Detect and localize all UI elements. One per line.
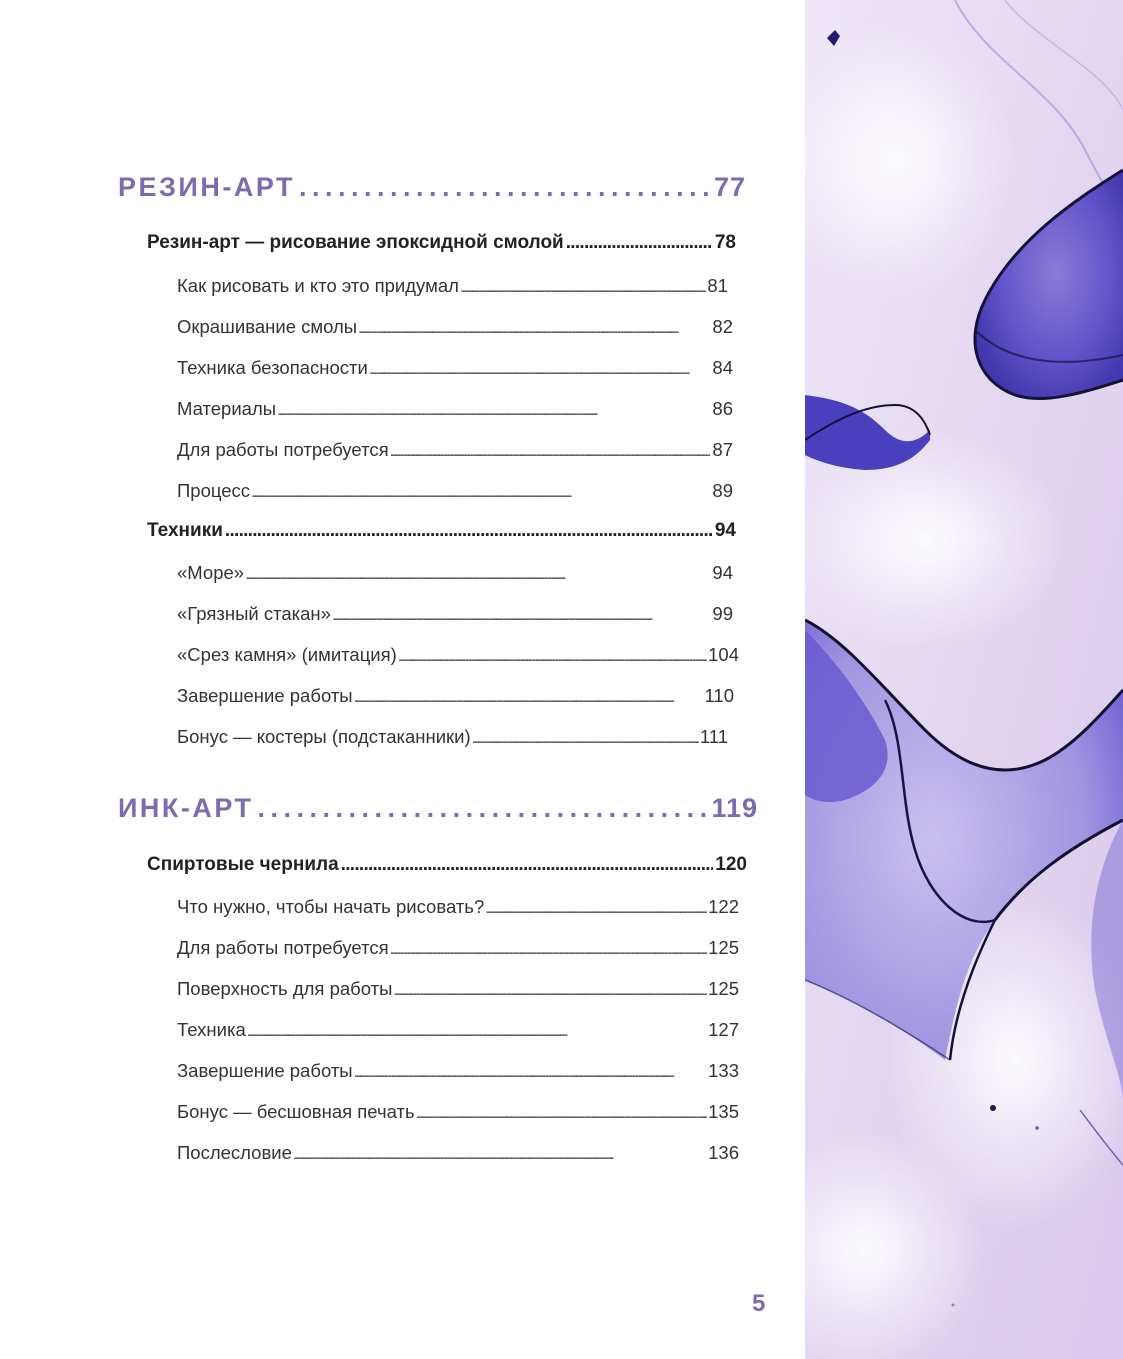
chapter-title: Техники: [147, 520, 223, 541]
part-page-number: 77: [713, 172, 746, 202]
section-page-number: 133: [708, 1060, 739, 1081]
dot-leader: [293, 1142, 707, 1164]
toc-chapter-techniques[interactable]: [147, 520, 736, 546]
dot-leader: [258, 793, 708, 824]
toc-section[interactable]: [177, 644, 739, 670]
section-page-number: 81: [707, 275, 728, 296]
section-title: Для работы потребуется: [177, 937, 389, 958]
dot-leader: [225, 520, 713, 542]
section-title: Завершение работы: [177, 1060, 353, 1081]
chapter-page-number: 78: [714, 232, 736, 253]
toc-section[interactable]: [177, 398, 733, 424]
dot-leader: [251, 480, 711, 502]
toc-section[interactable]: [177, 978, 739, 1004]
section-page-number: 122: [708, 896, 739, 917]
part-title: ИНК-АРТ: [118, 793, 254, 823]
toc-section[interactable]: [177, 316, 733, 342]
section-title: «Срез камня» (имитация): [177, 644, 397, 665]
dot-leader: [472, 726, 699, 748]
toc-section[interactable]: [177, 439, 733, 465]
dot-leader: [566, 232, 713, 254]
dot-leader: [354, 685, 704, 707]
section-title: Для работы потребуется: [177, 439, 389, 460]
section-page-number: 84: [712, 357, 733, 378]
section-page-number: 94: [712, 562, 733, 583]
section-title: «Грязный стакан»: [177, 603, 331, 624]
toc-chapter-resin-art-epoxy[interactable]: [147, 232, 736, 258]
section-title: «Море»: [177, 562, 245, 583]
dot-leader: [460, 275, 707, 297]
chapter-page-number: 120: [715, 854, 747, 875]
dot-leader: [354, 1060, 708, 1082]
toc-section[interactable]: [177, 896, 739, 922]
toc-section[interactable]: [177, 480, 733, 506]
section-page-number: 104: [708, 644, 739, 665]
section-title: Техника безопасности: [177, 357, 368, 378]
chapter-title: Резин-арт — рисование эпоксидной смолой: [147, 232, 564, 253]
toc-chapter-alcohol-inks[interactable]: [147, 854, 747, 880]
dot-leader: [358, 316, 711, 338]
page-number: 5: [752, 1290, 766, 1317]
dot-leader: [341, 854, 714, 876]
section-title: Завершение работы: [177, 685, 353, 706]
toc-section[interactable]: [177, 1060, 739, 1086]
section-page-number: 87: [712, 439, 733, 460]
toc-section[interactable]: [177, 357, 733, 383]
toc-section[interactable]: [177, 1019, 739, 1045]
section-page-number: 136: [708, 1142, 739, 1163]
dot-leader: [398, 644, 707, 666]
toc-section[interactable]: [177, 685, 734, 711]
toc-section[interactable]: [177, 1101, 739, 1127]
section-page-number: 110: [704, 685, 734, 706]
toc-section[interactable]: [177, 726, 728, 752]
dot-leader: [416, 1101, 708, 1123]
section-page-number: 111: [699, 726, 728, 747]
ink-speck: [990, 1105, 996, 1111]
dot-leader: [390, 439, 712, 461]
section-title: Техника: [177, 1019, 246, 1040]
part-title: РЕЗИН-АРТ: [118, 172, 295, 202]
section-page-number: 127: [708, 1019, 739, 1040]
toc-section[interactable]: [177, 1142, 739, 1168]
section-page-number: 82: [712, 316, 733, 337]
chapter-page-number: 94: [714, 520, 736, 541]
toc-part-ink-art[interactable]: [118, 793, 758, 827]
toc-section[interactable]: [177, 562, 733, 588]
section-page-number: 89: [712, 480, 733, 501]
section-title: Материалы: [177, 398, 277, 419]
ink-speck: [952, 1304, 955, 1307]
dot-leader: [299, 172, 710, 203]
section-page-number: 99: [712, 603, 733, 624]
section-page-number: 125: [708, 937, 739, 958]
part-page-number: 119: [711, 793, 758, 823]
dot-leader: [369, 357, 712, 379]
section-page-number: 135: [708, 1101, 739, 1122]
alcohol-ink-artwork: [805, 0, 1123, 1359]
toc-section[interactable]: [177, 603, 733, 629]
dot-leader: [277, 398, 711, 420]
dot-leader: [485, 896, 707, 918]
toc-section[interactable]: [177, 275, 728, 301]
section-title: Что нужно, чтобы начать рисовать?: [177, 896, 485, 917]
section-title: Бонус — костеры (подстаканники): [177, 726, 471, 747]
ink-speck: [1035, 1126, 1039, 1130]
chapter-title: Спиртовые чернила: [147, 854, 339, 875]
dot-leader: [393, 978, 707, 1000]
toc-part-resin-art[interactable]: [118, 172, 746, 206]
dot-leader: [390, 937, 707, 959]
section-page-number: 86: [712, 398, 733, 419]
dot-leader: [332, 603, 711, 625]
toc-section[interactable]: [177, 937, 739, 963]
section-title: Бонус — бесшовная печать: [177, 1101, 415, 1122]
section-title: Поверхность для работы: [177, 978, 393, 999]
section-title: Процесс: [177, 480, 251, 501]
section-page-number: 125: [708, 978, 739, 999]
dot-leader: [245, 562, 711, 584]
dot-leader: [247, 1019, 707, 1041]
section-title: Как рисовать и кто это придумал: [177, 275, 459, 296]
section-title: Окрашивание смолы: [177, 316, 358, 337]
section-title: Послесловие: [177, 1142, 292, 1163]
